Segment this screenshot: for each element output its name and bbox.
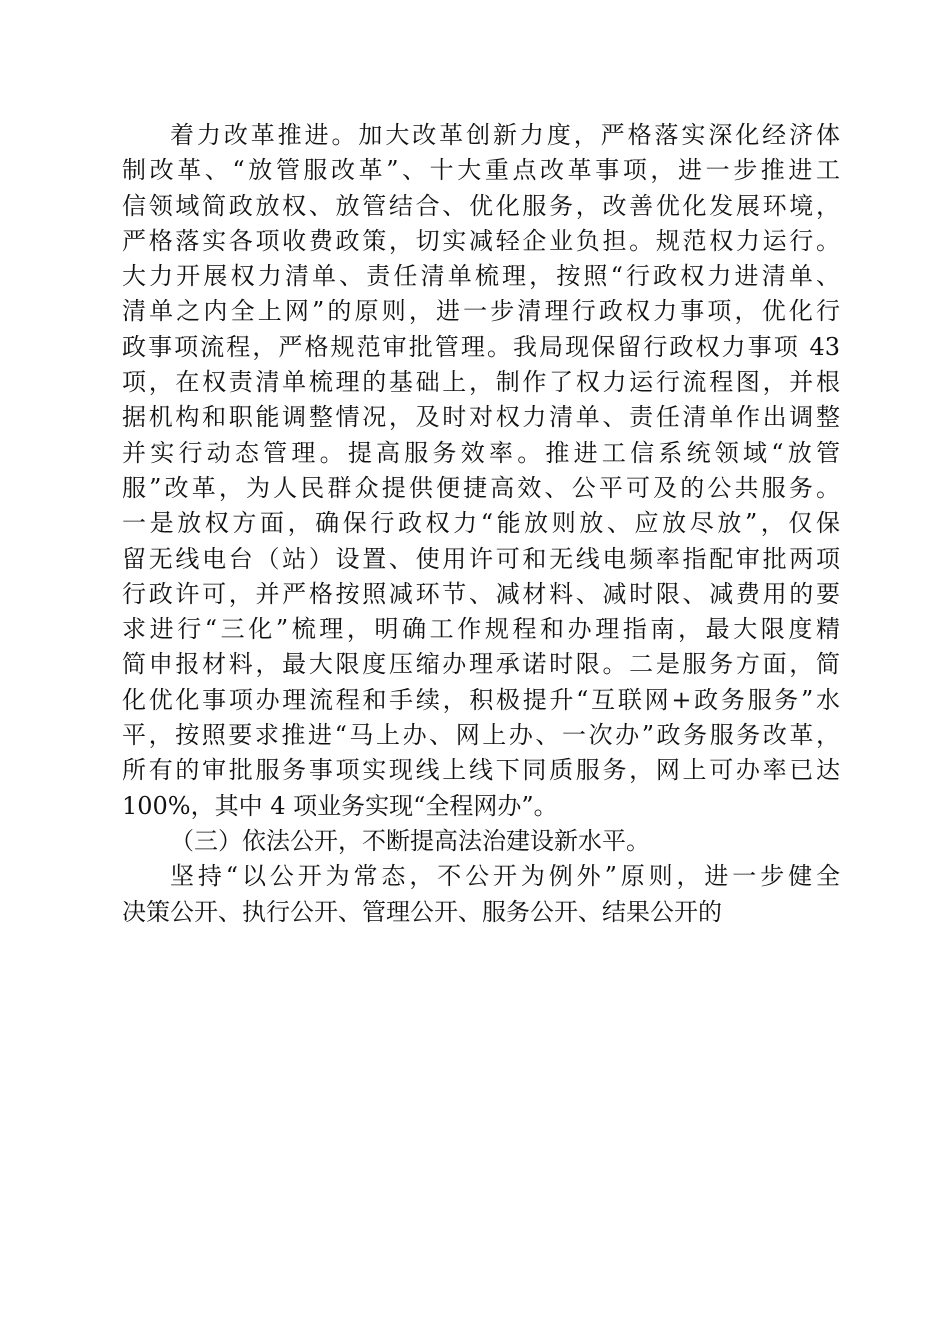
text-line: 清单之内全上网”的原则，进一步清理行政权力事项，优化行 bbox=[122, 297, 840, 326]
text-line: 化优化事项办理流程和手续，积极提升“互联网+政务服务”水 bbox=[122, 685, 840, 714]
text-line: 决策公开、执行公开、管理公开、服务公开、结果公开的 bbox=[122, 897, 722, 926]
text-line: 简申报材料，最大限度压缩办理承诺时限。二是服务方面，简 bbox=[122, 650, 840, 679]
text-line: 制改革、“放管服改革”、十大重点改革事项，进一步推进工 bbox=[122, 156, 840, 185]
text-line: 政事项流程，严格规范审批管理。我局现保留行政权力事项 43 bbox=[122, 332, 840, 361]
text-line: 严格落实各项收费政策，切实减轻企业负担。规范权力运行。 bbox=[122, 226, 840, 255]
text-line: 留无线电台（站）设置、使用许可和无线电频率指配审批两项 bbox=[122, 544, 840, 573]
body-text bbox=[122, 118, 840, 930]
text-line: 大力开展权力清单、责任清单梳理，按照“行政权力进清单、 bbox=[122, 262, 840, 291]
text-line: 一是放权方面，确保行政权力“能放则放、应放尽放”，仅保 bbox=[122, 509, 840, 538]
text-line: 并实行动态管理。提高服务效率。推进工信系统领域“放管 bbox=[122, 438, 840, 467]
text-line: 100%，其中 4 项业务实现“全程网办”。 bbox=[122, 791, 558, 820]
text-line: 行政许可，并严格按照减环节、减材料、减时限、减费用的要 bbox=[122, 579, 840, 608]
text-line: 所有的审批服务事项实现线上线下同质服务，网上可办率已达 bbox=[122, 756, 840, 785]
text-line: 着力改革推进。加大改革创新力度，严格落实深化经济体 bbox=[170, 121, 840, 149]
text-line: 服”改革，为人民群众提供便捷高效、公平可及的公共服务。 bbox=[122, 473, 840, 502]
text-line: （三）依法公开，不断提高法治建设新水平。 bbox=[170, 826, 650, 855]
text-line: 信领域简政放权、放管结合、优化服务，改善优化发展环境， bbox=[122, 191, 840, 220]
text-line: 项，在权责清单梳理的基础上，制作了权力运行流程图，并根 bbox=[122, 368, 840, 397]
text-line: 平，按照要求推进“马上办、网上办、一次办”政务服务改革， bbox=[122, 721, 840, 750]
text-line: 据机构和职能调整情况，及时对权力清单、责任清单作出调整 bbox=[122, 403, 840, 432]
text-line: 求进行“三化”梳理，明确工作规程和办理指南，最大限度精 bbox=[122, 615, 840, 644]
text-line: 坚持“以公开为常态，不公开为例外”原则，进一步健全 bbox=[170, 862, 840, 891]
